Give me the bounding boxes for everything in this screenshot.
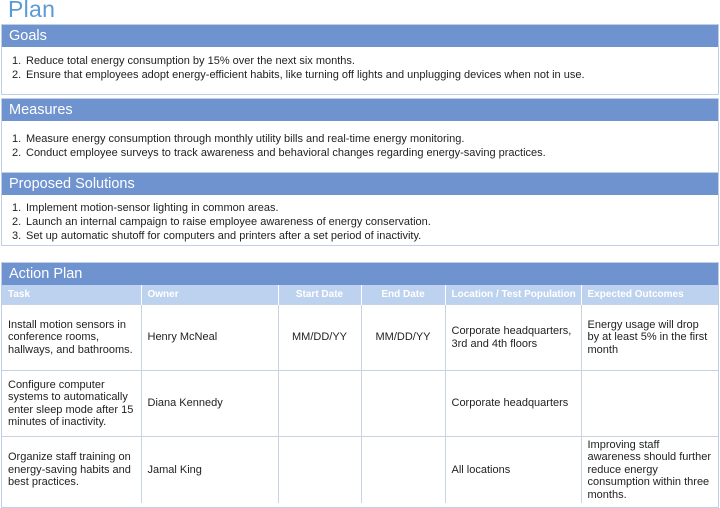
- list-number: 1.: [12, 202, 22, 214]
- end-date-cell: [361, 437, 445, 504]
- list-number: 3.: [12, 230, 22, 242]
- outcome-cell: Improving staff awareness should further reduce energy consumption within three months.: [581, 437, 718, 504]
- table-row: [2, 305, 718, 371]
- measures-list: [12, 132, 718, 160]
- task-cell: Configure computer systems to automatically enter sleep mode after 15 minutes of inactivity.: [2, 371, 141, 437]
- location-cell: Corporate headquarters: [445, 371, 581, 437]
- table-header-row: [2, 285, 718, 305]
- column-header-expected-outcomes: Expected Outcomes: [581, 285, 718, 305]
- start-date-cell: [278, 437, 361, 504]
- end-date-cell: MM/DD/YY: [361, 305, 445, 371]
- list-item: [12, 68, 718, 82]
- goals-list: [12, 54, 718, 82]
- column-header-end-date: End Date: [361, 285, 445, 305]
- location-cell: Corporate headquarters, 3rd and 4th floors: [445, 305, 581, 371]
- column-header-owner: Owner: [141, 285, 278, 305]
- column-header-location: Location / Test Population: [445, 285, 581, 305]
- list-item: [12, 201, 718, 215]
- goals-heading: Goals: [2, 25, 718, 47]
- location-cell: All locations: [445, 437, 581, 504]
- list-number: 2.: [12, 216, 22, 228]
- list-text: Set up automatic shutoff for computers and printers after a set period of inactivity.: [26, 230, 422, 242]
- list-text: Reduce total energy consumption by 15% over the next six months.: [26, 55, 355, 67]
- column-header-start-date: Start Date: [278, 285, 361, 305]
- owner-cell: Henry McNeal: [141, 305, 278, 371]
- list-text: Implement motion-sensor lighting in common areas.: [26, 202, 279, 214]
- outcome-cell: [581, 371, 718, 437]
- list-item: [12, 146, 718, 160]
- solutions-heading: Proposed Solutions: [2, 173, 718, 195]
- column-header-task: Task: [2, 285, 141, 305]
- list-item: [12, 215, 718, 229]
- list-item: [12, 132, 718, 146]
- list-item: [12, 229, 718, 243]
- list-number: 2.: [12, 147, 22, 159]
- task-cell: Organize staff training on energy-saving habits and best practices.: [2, 437, 141, 504]
- action-plan-section: [1, 262, 719, 508]
- measures-section: [1, 98, 719, 173]
- list-number: 2.: [12, 69, 22, 81]
- solutions-section: [1, 172, 719, 246]
- table-row: [2, 371, 718, 437]
- start-date-cell: [278, 371, 361, 437]
- goals-section: [1, 24, 719, 95]
- solutions-list: [12, 201, 718, 243]
- list-text: Ensure that employees adopt energy-efficient habits, like turning off lights and unplugging devices when not in use.: [26, 69, 585, 81]
- table-row: [2, 437, 718, 504]
- end-date-cell: [361, 371, 445, 437]
- owner-cell: Jamal King: [141, 437, 278, 504]
- outcome-cell: Energy usage will drop by at least 5% in the first month: [581, 305, 718, 371]
- task-cell: Install motion sensors in conference rooms, hallways, and bathrooms.: [2, 305, 141, 371]
- start-date-cell: MM/DD/YY: [278, 305, 361, 371]
- action-plan-heading: Action Plan: [2, 263, 718, 285]
- list-number: 1.: [12, 55, 22, 67]
- list-number: 1.: [12, 133, 22, 145]
- list-text: Launch an internal campaign to raise employee awareness of energy conservation.: [26, 216, 431, 228]
- owner-cell: Diana Kennedy: [141, 371, 278, 437]
- list-item: [12, 54, 718, 68]
- list-text: Measure energy consumption through monthly utility bills and real-time energy monitoring.: [26, 133, 465, 145]
- page-title: Plan: [8, 0, 56, 22]
- action-plan-table: [2, 285, 718, 503]
- measures-heading: Measures: [2, 99, 718, 121]
- list-text: Conduct employee surveys to track awareness and behavioral changes regarding energy-saving practices.: [26, 147, 546, 159]
